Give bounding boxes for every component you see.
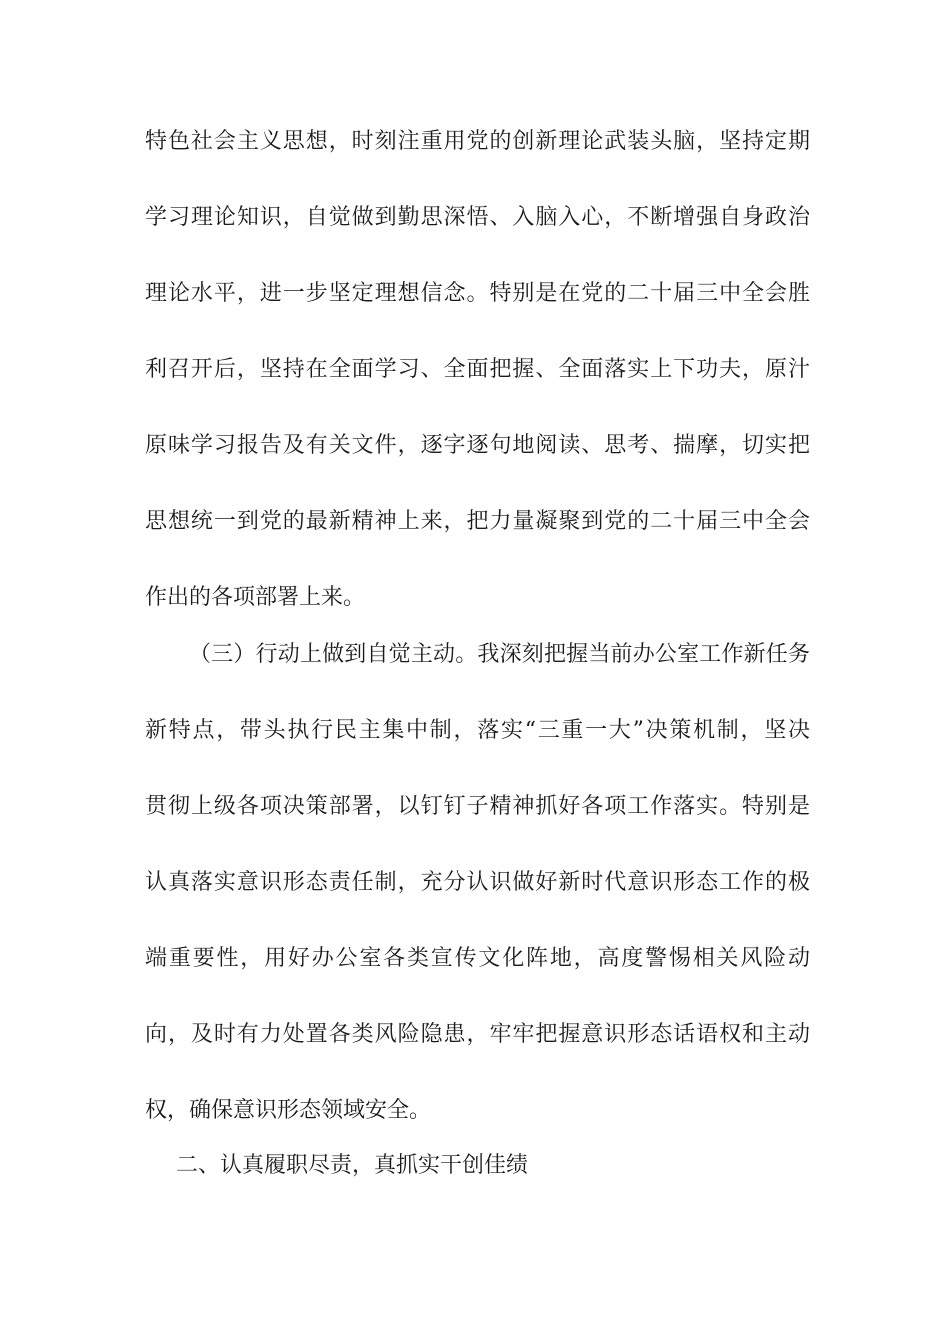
text-line: 学习理论知识，自觉做到勤思深悟、入脑入心，不断增强自身政治 [145, 205, 810, 230]
text-line: 权，确保意识形态领域安全。 [145, 1098, 432, 1123]
text-line: 端重要性，用好办公室各类宣传文化阵地，高度警惕相关风险动 [145, 946, 810, 971]
text-line: 原味学习报告及有关文件，逐字逐句地阅读、思考、揣摩，切实把 [145, 433, 810, 458]
text-line: 特色社会主义思想，时刻注重用党的创新理论武装头脑，坚持定期 [145, 129, 810, 154]
text-line: 新特点，带头执行民主集中制，落实“三重一大”决策机制，坚决 [145, 718, 810, 743]
text-line: 认真落实意识形态责任制，充分认识做好新时代意识形态工作的极 [145, 870, 810, 895]
text-line: 利召开后，坚持在全面学习、全面把握、全面落实上下功夫，原汁 [145, 357, 810, 382]
text-line: 作出的各项部署上来。 [145, 585, 366, 610]
section-heading: 二、认真履职尽责，真抓实干创佳绩 [176, 1153, 529, 1178]
text-line: 贯彻上级各项决策部署，以钉钉子精神抓好各项工作落实。特别是 [145, 794, 810, 819]
text-line: 理论水平，进一步坚定理想信念。特别是在党的二十届三中全会胜 [145, 281, 810, 306]
text-line: 思想统一到党的最新精神上来，把力量凝聚到党的二十届三中全会 [145, 509, 810, 534]
text-line: 向，及时有力处置各类风险隐患，牢牢把握意识形态话语权和主动 [145, 1022, 810, 1047]
text-line: （三）行动上做到自觉主动。我深刻把握当前办公室工作新任务 [189, 642, 810, 667]
